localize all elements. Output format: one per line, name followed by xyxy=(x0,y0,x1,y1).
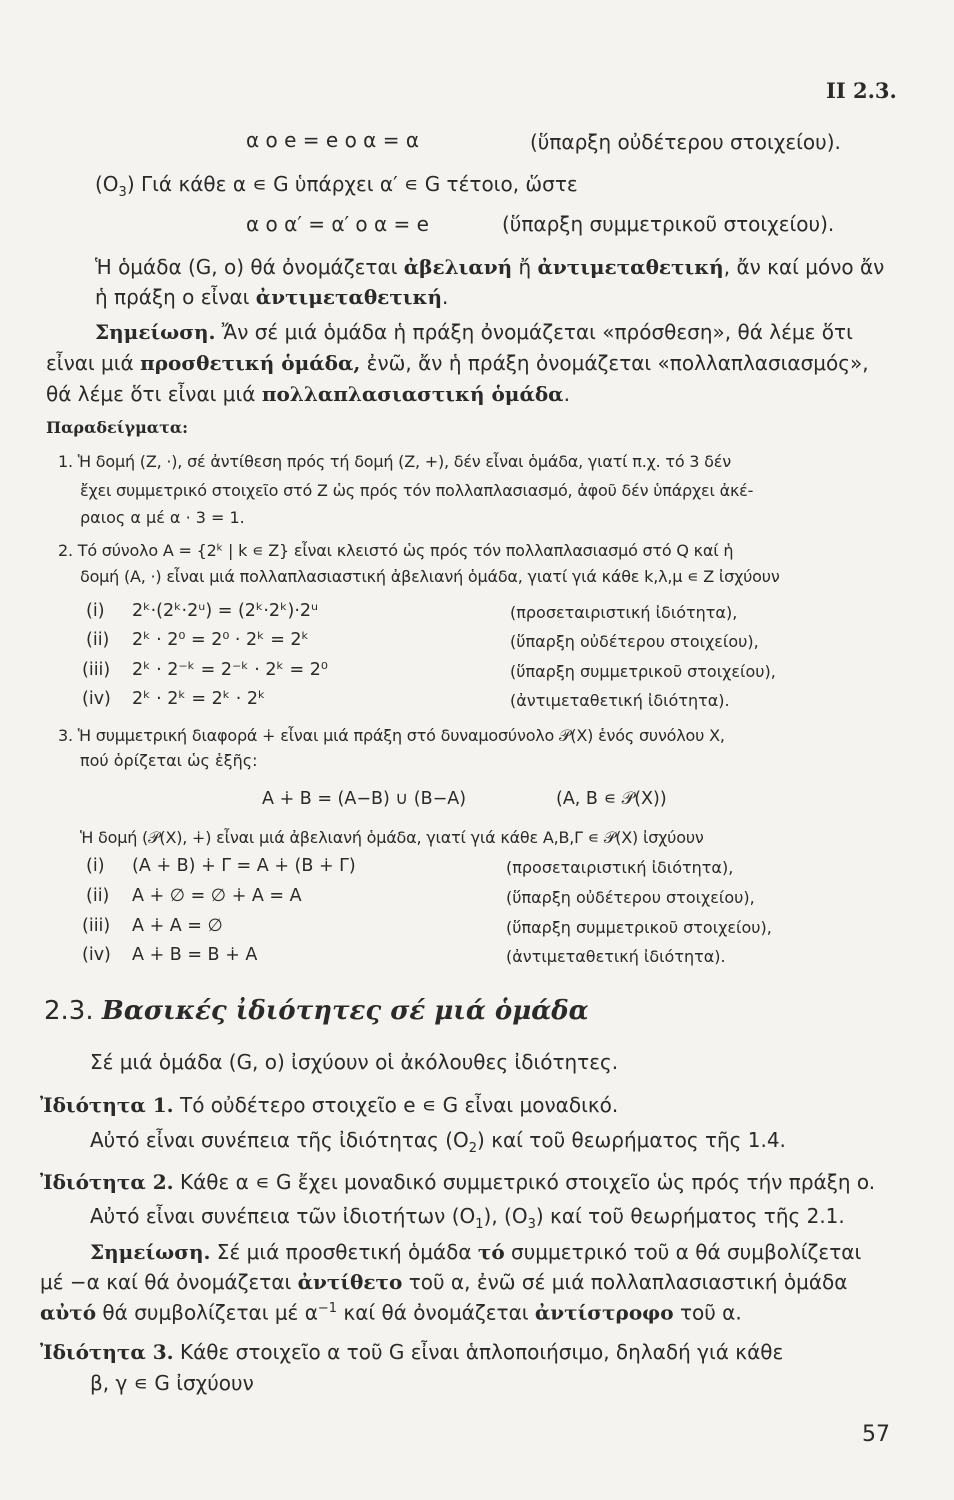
ex2-item-note: (ἀντιμεταθετική ἰδιότητα). xyxy=(510,691,730,710)
note2-text1c: συμμετρικό τοῦ α θά συμβολίζεται xyxy=(504,1240,862,1264)
p2-reason-b: ), (O xyxy=(483,1204,528,1228)
note2-line3 xyxy=(40,1302,742,1323)
ex2-item-num: (iii) xyxy=(82,660,111,680)
note2-text1a: Σέ μιά προσθετική ὁμάδα xyxy=(210,1240,478,1264)
note2-term4: ἀντίστροφο xyxy=(534,1300,674,1325)
p2-reason-a: Αὐτό εἶναι συνέπεια τῶν ἰδιοτήτων (O xyxy=(90,1204,476,1228)
abel-text-e: , ἄν καί μόνο ἄν xyxy=(723,255,885,279)
abel-term-2: ἀντιμεταθετική xyxy=(537,255,724,279)
property1 xyxy=(40,1095,618,1115)
inverse-equation-note: (ὕπαρξη συμμετρικοῦ στοιχείου). xyxy=(502,212,835,236)
property2-text: Κάθε α ∊ G ἔχει μοναδικό συμμετρικό στοιχεῖο ὡς πρός τήν πράξη o. xyxy=(173,1170,876,1194)
property3 xyxy=(40,1342,783,1362)
p1-reason-sub: 2 xyxy=(468,1141,478,1156)
note2-label: Σημείωση. xyxy=(90,1240,211,1264)
example1-line1: 1. Ἡ δομή (Z, ·), σέ ἀντίθεση πρός τή δομή (Z, +), δέν εἶναι ὁμάδα, γιατί π.χ. τό 3 δέν xyxy=(58,452,731,471)
example2-line2: δομή (A, ·) εἶναι μιά πολλαπλασιαστική ἀβελιανή ὁμάδα, γιατί γιά κάθε k,λ,μ ∊ Z ἰσχύουν xyxy=(80,567,780,586)
abel2-term: ἀντιμεταθετική xyxy=(255,285,443,309)
ex3-item-expr: A ∔ B = B ∔ A xyxy=(132,945,258,965)
note2-text2a: μέ −α καί θά ὀνομάζεται xyxy=(40,1270,298,1294)
note2-text3c: καί θά ὀνομάζεται xyxy=(337,1300,535,1325)
inverse-equation: α ο α′ = α′ ο α = e xyxy=(246,212,429,236)
ex2-item-num: (ii) xyxy=(86,630,110,650)
identity-equation: α ο e = e ο α = α xyxy=(246,128,420,152)
note2-term2: ἀντίθετο xyxy=(297,1270,403,1294)
property3-line2: β, γ ∊ G ἰσχύουν xyxy=(90,1371,254,1395)
note2-text2c: τοῦ α, ἐνῶ σέ μιά πολλαπλασιαστική ὁμάδα xyxy=(402,1270,848,1294)
example2-line1: 2. Τό σύνολο A = {2ᵏ | k ∊ Z} εἶναι κλειστό ὡς πρός τόν πολλαπλασιασμό στό Q καί ἡ xyxy=(58,541,734,560)
note1-term1: προσθετική ὁμάδα, xyxy=(140,351,361,375)
note1-text3a: θά λέμε ὅτι εἶναι μιά xyxy=(46,382,262,406)
abelian-definition-line1 xyxy=(95,257,884,277)
property2-label: Ἰδιότητα 2. xyxy=(40,1170,174,1194)
property1-label: Ἰδιότητα 1. xyxy=(40,1093,174,1117)
property3-text: Κάθε στοιχεῖο α τοῦ G εἶναι ἁπλοποιήσιμο, δηλαδή γιά κάθε xyxy=(173,1340,784,1364)
ex3-item-num: (iv) xyxy=(82,945,111,965)
note1-term2: πολλαπλασιαστική ὁμάδα xyxy=(261,382,564,406)
note1-text2a: εἶναι μιά xyxy=(46,351,141,375)
note1-text3c: . xyxy=(563,382,570,406)
identity-equation-note: (ὕπαρξη οὐδέτερου στοιχείου). xyxy=(530,130,841,154)
example1-line2: ἔχει συμμετρικό στοιχεῖο στό Z ὡς πρός τόν πολλαπλασιασμό, ἀφοῦ δέν ὑπάρχει ἀκέ- xyxy=(80,481,754,500)
ex3-item-expr: (A ∔ B) ∔ Γ = A ∔ (B ∔ Γ) xyxy=(132,856,356,876)
note2-text3b: θά συμβολίζεται μέ α xyxy=(96,1300,318,1325)
p2-reason-sub1: 1 xyxy=(475,1217,484,1232)
note1-text2c: ἐνῶ, ἄν ἡ πράξη ὀνομάζεται «πολλαπλασιασμός», xyxy=(360,351,869,375)
p1-reason-b: ) καί τοῦ θεωρήματος τῆς 1.4. xyxy=(477,1128,786,1152)
ex3-item-expr: A ∔ ∅ = ∅ ∔ A = A xyxy=(132,886,302,906)
example3-line3: Ἡ δομή (𝒫(X), ∔) εἶναι μιά ἀβελιανή ὁμάδα, γιατί γιά κάθε A,B,Γ ∊ 𝒫(X) ἰσχύουν xyxy=(80,828,704,847)
note2-text3e: τοῦ α. xyxy=(673,1300,742,1325)
p2-reason-sub2: 3 xyxy=(527,1217,536,1232)
ex2-item-note: (ὕπαρξη συμμετρικοῦ στοιχείου), xyxy=(510,662,776,681)
property1-text: Τό οὐδέτερο στοιχεῖο e ∊ G εἶναι μοναδικό. xyxy=(173,1093,619,1117)
axiom-o3-sub: 3 xyxy=(118,185,127,200)
running-header: ΙΙ 2.3. xyxy=(826,78,897,103)
axiom-o3 xyxy=(95,174,578,199)
ex2-item-num: (iv) xyxy=(82,689,111,709)
note2-line1 xyxy=(90,1242,861,1262)
section-heading xyxy=(44,998,589,1024)
ex2-item-expr: 2ᵏ·(2ᵏ·2ᵘ) = (2ᵏ·2ᵏ)·2ᵘ xyxy=(132,601,319,621)
ex3-item-note: (ἀντιμεταθετική ἰδιότητα). xyxy=(506,947,726,966)
ex2-item-note: (προσεταιριστική ἰδιότητα), xyxy=(510,603,738,622)
section-title: Βασικές ἰδιότητες σέ μιά ὁμάδα xyxy=(101,996,589,1026)
p2-reason-c: ) καί τοῦ θεωρήματος τῆς 2.1. xyxy=(535,1204,845,1228)
property2 xyxy=(40,1172,875,1192)
note1-line1 xyxy=(95,322,853,342)
section-intro: Σέ μιά ὁμάδα (G, o) ἰσχύουν οἱ ἀκόλουθες ἰδιότητες. xyxy=(90,1050,619,1074)
note1-line2 xyxy=(46,353,869,373)
ex3-item-note: (ὕπαρξη οὐδέτερου στοιχείου), xyxy=(506,888,755,907)
ex2-item-expr: 2ᵏ · 2⁻ᵏ = 2⁻ᵏ · 2ᵏ = 2⁰ xyxy=(132,660,328,680)
example1-line3: ραιος α μέ α · 3 = 1. xyxy=(80,508,245,527)
ex3-item-expr: A ∔ A = ∅ xyxy=(132,916,223,936)
abelian-definition-line2 xyxy=(95,287,448,307)
symmetric-difference-domain: (A, B ∊ 𝒫(X)) xyxy=(556,789,667,809)
property3-label: Ἰδιότητα 3. xyxy=(40,1340,174,1364)
example3-line2: πού ὁρίζεται ὡς ἑξῆς: xyxy=(80,751,258,770)
ex3-item-num: (i) xyxy=(86,856,105,876)
note2-term1: τό xyxy=(477,1240,505,1264)
ex3-item-note: (προσεταιριστική ἰδιότητα), xyxy=(506,858,734,877)
symmetric-difference-definition: A ∔ B = (A−B) ∪ (B−A) xyxy=(262,789,467,809)
ex2-item-expr: 2ᵏ · 2⁰ = 2⁰ · 2ᵏ = 2ᵏ xyxy=(132,630,310,650)
abel2-text-c: . xyxy=(442,285,449,309)
page-number: 57 xyxy=(862,1422,890,1447)
axiom-o3-text: ) Γιά κάθε α ∊ G ὑπάρχει α′ ∊ G τέτοιο, ὥστε xyxy=(126,172,578,196)
property1-reason xyxy=(90,1130,786,1155)
abel2-text-a: ἡ πράξη o εἶναι xyxy=(95,285,256,309)
property2-reason xyxy=(90,1206,845,1231)
section-number: 2.3. xyxy=(44,996,94,1026)
note2-line2 xyxy=(40,1272,847,1292)
abel-text-c: ἤ xyxy=(512,255,538,279)
axiom-o3-open: (O xyxy=(95,172,119,196)
ex3-item-note: (ὕπαρξη συμμετρικοῦ στοιχείου), xyxy=(506,918,772,937)
note1-label: Σημείωση. xyxy=(95,320,216,344)
p1-reason-a: Αὐτό εἶναι συνέπεια τῆς ἰδιότητας (O xyxy=(90,1128,469,1152)
example3-line1: 3. Ἡ συμμετρική διαφορά ∔ εἶναι μιά πράξη στό δυναμοσύνολο 𝒫(X) ἑνός συνόλου X, xyxy=(58,726,725,745)
note2-term3: αὐτό xyxy=(40,1300,97,1325)
ex3-item-num: (iii) xyxy=(82,916,111,936)
note1-line3 xyxy=(46,384,570,404)
note1-text1: Ἄν σέ μιά ὁμάδα ἡ πράξη ὀνομάζεται «πρόσθεση», θά λέμε ὅτι xyxy=(215,320,853,344)
note2-sup: −1 xyxy=(317,1301,338,1316)
ex2-item-note: (ὕπαρξη οὐδέτερου στοιχείου), xyxy=(510,632,759,651)
examples-title: Παραδείγματα: xyxy=(46,418,189,437)
ex3-item-num: (ii) xyxy=(86,886,110,906)
abel-text-a: Ἡ ὁμάδα (G, o) θά ὀνομάζεται xyxy=(95,255,404,279)
abel-term-1: ἀβελιανή xyxy=(403,255,513,279)
ex2-item-num: (i) xyxy=(86,601,105,621)
ex2-item-expr: 2ᵏ · 2ᵏ = 2ᵏ · 2ᵏ xyxy=(132,689,266,709)
